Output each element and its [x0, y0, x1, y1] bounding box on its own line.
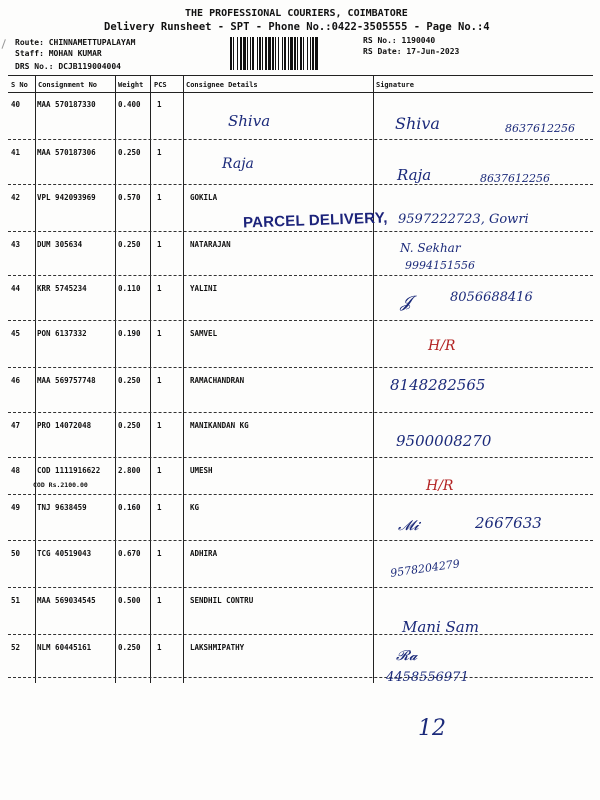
row-sno: 51: [11, 596, 21, 605]
row-consignment-no: DUM 305634: [37, 240, 83, 249]
row-consignment-no: TCG 40519043: [37, 549, 92, 558]
row-consignment-no: PON 6137332: [37, 329, 87, 338]
barcode: [230, 37, 355, 70]
row-separator: [8, 139, 593, 140]
row-consignee: MANIKANDAN KG: [190, 421, 249, 430]
row-weight: 0.250: [118, 240, 141, 249]
row-separator: [8, 412, 593, 413]
handwritten-phone: 8637612256: [505, 122, 575, 135]
row-consignee: SENDHIL CONTRU: [190, 596, 254, 605]
handwritten-signature: 𝓡𝓪: [396, 648, 418, 664]
row-weight: 0.250: [118, 376, 141, 385]
barcode-bar: [318, 37, 319, 70]
row-consignment-no: COD 1111916622: [37, 466, 101, 475]
row-cod-note: COD Rs.2100.00: [33, 481, 88, 489]
col-sno: S No: [11, 81, 28, 89]
handwritten-phone: 2667633: [475, 514, 542, 532]
col-consignee: Consignee Details: [186, 81, 258, 89]
row-weight: 0.250: [118, 421, 141, 430]
row-consignment-no: TNJ 9638459: [37, 503, 87, 512]
row-pcs: 1: [157, 643, 162, 652]
row-weight: 0.250: [118, 148, 141, 157]
row-consignment-no: MAA 569757748: [37, 376, 96, 385]
handwritten-name: Raja: [222, 156, 254, 172]
parcel-delivery-stamp: PARCEL DELIVERY,: [242, 209, 388, 232]
handwritten-phone: 8056688416: [450, 290, 533, 305]
row-weight: 0.400: [118, 100, 141, 109]
row-pcs: 1: [157, 329, 162, 338]
handwritten-remark: H/R: [426, 478, 454, 494]
col-divider: [35, 75, 36, 683]
col-consignment: Consignment No: [38, 81, 98, 89]
row-consignment-no: MAA 570187330: [37, 100, 96, 109]
row-separator: [8, 494, 593, 495]
row-consignment-no: MAA 569034545: [37, 596, 96, 605]
row-weight: 0.190: [118, 329, 141, 338]
row-sno: 43: [11, 240, 21, 249]
row-consignee: GOKILA: [190, 193, 218, 202]
row-sno: 40: [11, 100, 21, 109]
drs-number: DRS No.: DCJB119004004: [15, 62, 121, 71]
col-divider: [373, 75, 374, 683]
row-sno: 50: [11, 549, 21, 558]
row-separator: [8, 677, 593, 678]
handwritten-phone: 9500008270: [396, 432, 492, 450]
row-pcs: 1: [157, 193, 162, 202]
row-pcs: 1: [157, 421, 162, 430]
col-divider: [183, 75, 184, 683]
col-divider: [150, 75, 151, 683]
row-consignee: LAKSHMIPATHY: [190, 643, 245, 652]
row-weight: 2.800: [118, 466, 141, 475]
row-weight: 0.160: [118, 503, 141, 512]
table-header-line: [8, 92, 593, 93]
row-weight: 0.570: [118, 193, 141, 202]
col-weight: Weight: [118, 81, 144, 89]
handwritten-remark: H/R: [428, 338, 456, 354]
company-name: THE PROFESSIONAL COURIERS, COIMBATORE: [185, 8, 408, 19]
handwritten-mark: 12: [418, 716, 446, 741]
row-consignee: ADHIRA: [190, 549, 218, 558]
row-separator: [8, 457, 593, 458]
row-pcs: 1: [157, 284, 162, 293]
row-separator: [8, 634, 593, 635]
col-signature: Signature: [376, 81, 414, 89]
handwritten-note: 9578204279: [389, 557, 461, 580]
row-weight: 0.110: [118, 284, 141, 293]
row-separator: [8, 275, 593, 276]
row-pcs: 1: [157, 100, 162, 109]
row-pcs: 1: [157, 148, 162, 157]
handwritten-signature: Raja: [397, 166, 432, 184]
row-pcs: 1: [157, 376, 162, 385]
handwritten-name: Shiva: [228, 112, 271, 130]
row-separator: [8, 587, 593, 588]
row-consignee: NATARAJAN: [190, 240, 231, 249]
row-pcs: 1: [157, 240, 162, 249]
row-consignment-no: PRO 14072048: [37, 421, 92, 430]
col-pcs: PCS: [154, 81, 167, 89]
row-consignment-no: VPL 942093969: [37, 193, 96, 202]
rs-number: RS No.: 1190040: [363, 36, 436, 45]
row-weight: 0.670: [118, 549, 141, 558]
row-consignee: KG: [190, 503, 200, 512]
row-weight: 0.250: [118, 643, 141, 652]
handwritten-phone: 4458556971: [386, 670, 469, 685]
row-pcs: 1: [157, 466, 162, 475]
row-sno: 45: [11, 329, 21, 338]
row-consignment-no: KRR 5745234: [37, 284, 87, 293]
row-sno: 49: [11, 503, 21, 512]
handwritten-signature: Mani Sam: [402, 618, 479, 636]
row-sno: 46: [11, 376, 21, 385]
handwritten-signature: 𝓜𝓲: [398, 518, 419, 534]
row-consignee: RAMACHANDRAN: [190, 376, 245, 385]
row-sno: 42: [11, 193, 21, 202]
rs-date: RS Date: 17-Jun-2023: [363, 47, 460, 56]
handwritten-signature: N. Sekhar: [400, 241, 461, 255]
row-weight: 0.500: [118, 596, 141, 605]
row-sno: 47: [11, 421, 21, 430]
row-pcs: 1: [157, 549, 162, 558]
row-sno: 44: [11, 284, 21, 293]
row-separator: [8, 540, 593, 541]
row-sno: 48: [11, 466, 21, 475]
handwritten-phone: 9994151556: [405, 259, 475, 272]
handwritten-signature: 𝓙: [400, 292, 412, 311]
handwritten-phone: 9597222723, Gowri: [398, 212, 529, 227]
table-top-line: [8, 75, 593, 76]
row-sno: 41: [11, 148, 21, 157]
staff-label: Staff: MOHAN KUMAR: [15, 49, 102, 58]
row-consignee: SAMVEL: [190, 329, 218, 338]
row-separator: [8, 367, 593, 368]
route-label: Route: CHINNAMETTUPALAYAM: [15, 38, 136, 47]
runsheet-title: Delivery Runsheet - SPT - Phone No.:0422-3505555 - Page No.:4: [104, 21, 490, 33]
handwritten-phone: 8637612256: [480, 172, 550, 185]
row-pcs: 1: [157, 596, 162, 605]
handwritten-signature: Shiva: [395, 114, 440, 133]
row-consignment-no: MAA 570187306: [37, 148, 96, 157]
scan-mark: [2, 39, 12, 51]
row-pcs: 1: [157, 503, 162, 512]
row-consignee: YALINI: [190, 284, 218, 293]
col-divider: [115, 75, 116, 683]
handwritten-phone: 8148282565: [390, 376, 486, 394]
table-header: [8, 78, 593, 92]
row-sno: 52: [11, 643, 21, 652]
row-separator: [8, 231, 593, 232]
row-consignee: UMESH: [190, 466, 213, 475]
row-consignment-no: NLM 60445161: [37, 643, 92, 652]
row-separator: [8, 320, 593, 321]
